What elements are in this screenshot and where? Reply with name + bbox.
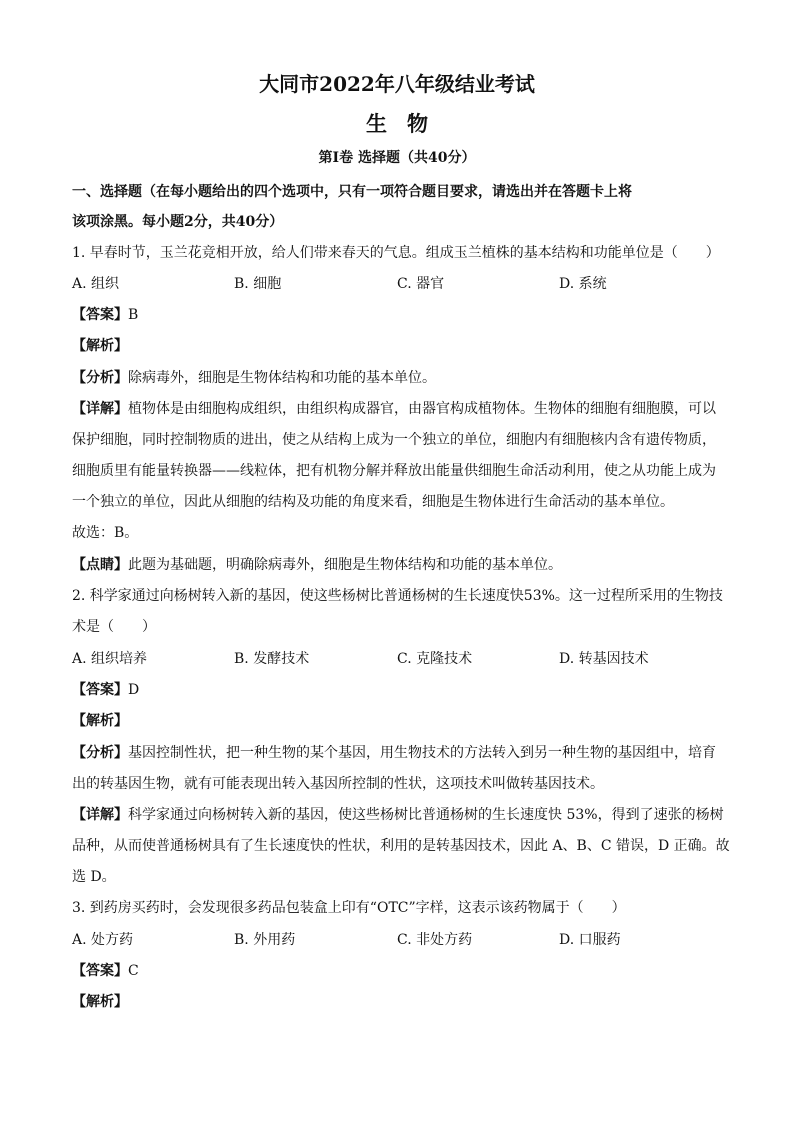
q1-fenxi bbox=[72, 368, 436, 388]
answer-value: B bbox=[128, 307, 139, 323]
q3-option-c: C. 非处方药 bbox=[397, 932, 473, 948]
q1-stem: 1. 早春时节，玉兰花竞相开放，给人们带来春天的气息。组成玉兰植株的基本结构和功能单位是（ ） bbox=[72, 245, 720, 261]
part-title: 第Ⅰ卷 选择题（共40分） bbox=[318, 150, 476, 166]
answer-value: C bbox=[128, 963, 139, 979]
q2-stem-line1: 2. 科学家通过向杨树转入新的基因，使这些杨树比普通杨树的生长速度快53%。这一过程所采用的生物技 bbox=[72, 588, 723, 604]
q2-option-c: C. 克隆技术 bbox=[397, 651, 473, 667]
answer-tag: 【答案】 bbox=[72, 682, 128, 698]
q1-answer bbox=[72, 305, 138, 325]
q1-guxuan: 故选：B。 bbox=[72, 525, 139, 541]
q3-jiexi-tag: 【解析】 bbox=[72, 994, 128, 1010]
q1-xiangjie-line2: 保护细胞，同时控制物质的进出，使之从结构上成为一个独立的单位，细胞内有细胞核内含有遗传物质， bbox=[72, 432, 716, 448]
q1-option-c: C. 器官 bbox=[397, 276, 445, 292]
section-heading-line2: 该项涂黑。每小题2分，共40分） bbox=[72, 214, 284, 230]
answer-tag: 【答案】 bbox=[72, 963, 128, 979]
xiangjie-tag: 【详解】 bbox=[72, 401, 128, 417]
fenxi-tag: 【分析】 bbox=[72, 370, 128, 386]
q3-stem: 3. 到药房买药时，会发现很多药品包装盒上印有“OTC”字样，这表示该药物属于（ ） bbox=[72, 900, 626, 916]
q3-option-a: A. 处方药 bbox=[72, 932, 134, 948]
section-heading-line1: 一、选择题（在每小题给出的四个选项中，只有一项符合题目要求，请选出并在答题卡上将 bbox=[72, 184, 632, 200]
dianjing-text: 此题为基础题，明确除病毒外，细胞是生物体结构和功能的基本单位。 bbox=[128, 557, 562, 573]
q3-answer bbox=[72, 961, 139, 981]
q1-jiexi-tag: 【解析】 bbox=[72, 338, 128, 354]
q2-option-b: B. 发酵技术 bbox=[234, 651, 310, 667]
q3-option-b: B. 外用药 bbox=[234, 932, 296, 948]
q2-option-d: D. 转基因技术 bbox=[559, 651, 649, 667]
fenxi-text: 除病毒外，细胞是生物体结构和功能的基本单位。 bbox=[128, 370, 436, 386]
fenxi-tag: 【分析】 bbox=[72, 745, 128, 761]
q1-option-a: A. 组织 bbox=[72, 276, 120, 292]
q1-option-d: D. 系统 bbox=[559, 276, 607, 292]
q2-fenxi-line2: 出的转基因生物，就有可能表现出转入基因所控制的性状，这项技术叫做转基因技术。 bbox=[72, 776, 604, 792]
answer-value: D bbox=[128, 682, 140, 698]
q3-option-d: D. 口服药 bbox=[559, 932, 621, 948]
subject-title: 生物 bbox=[366, 111, 448, 136]
q2-xiangjie-line1 bbox=[72, 805, 724, 825]
fenxi-text: 基因控制性状，把一种生物的某个基因，用生物技术的方法转入到另一种生物的基因组中，培育 bbox=[128, 745, 716, 761]
q2-jiexi-tag: 【解析】 bbox=[72, 713, 128, 729]
q2-fenxi-line1 bbox=[72, 743, 716, 763]
xiangjie-text: 科学家通过向杨树转入新的基因，使这些杨树比普通杨树的生长速度快 53%，得到了速张的杨树 bbox=[128, 807, 724, 823]
q2-stem-line2: 术是（ ） bbox=[72, 619, 156, 635]
q1-option-b: B. 细胞 bbox=[234, 276, 282, 292]
dianjing-tag: 【点睛】 bbox=[72, 557, 128, 573]
q2-xiangjie-line2: 品种，从而使普通杨树具有了生长速度快的性状，利用的是转基因技术，因此 A、B、C 错误，D 正确。故 bbox=[72, 838, 730, 854]
q1-xiangjie-line4: 一个独立的单位，因此从细胞的结构及功能的角度来看，细胞是生物体进行生命活动的基本单位。 bbox=[72, 494, 674, 510]
answer-tag: 【答案】 bbox=[72, 307, 128, 323]
q1-dianjing bbox=[72, 555, 562, 575]
q1-xiangjie-line3: 细胞质里有能量转换器——线粒体，把有机物分解并释放出能量供细胞生命活动利用，使之从功能上成为 bbox=[72, 463, 716, 479]
q2-answer bbox=[72, 680, 139, 700]
q2-option-a: A. 组织培养 bbox=[72, 651, 148, 667]
q1-xiangjie-line1 bbox=[72, 399, 716, 419]
xiangjie-text: 植物体是由细胞构成组织，由组织构成器官，由器官构成植物体。生物体的细胞有细胞膜，可以 bbox=[128, 401, 716, 417]
xiangjie-tag: 【详解】 bbox=[72, 807, 128, 823]
exam-title: 大同市2022年八年级结业考试 bbox=[259, 72, 535, 96]
q2-xiangjie-line3: 选 D。 bbox=[72, 869, 116, 885]
